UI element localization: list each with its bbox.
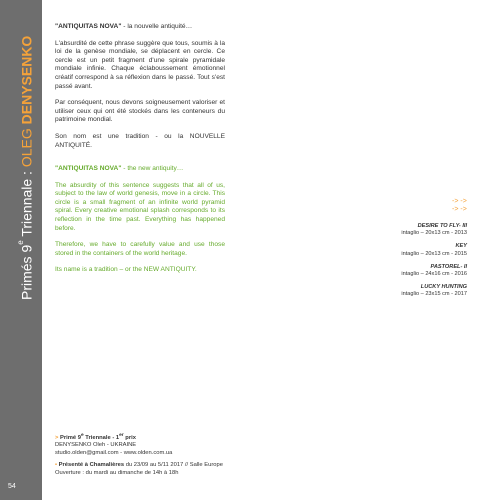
french-paragraph-2: Par conséquent, nous devons soigneusement valoriser et utiliser ceux qui ont été stockés dans les conteneurs du patrimoine mondial. bbox=[55, 99, 225, 124]
artist-line: DENYSENKO Oleh - UKRAINE bbox=[55, 442, 137, 449]
hours-line: Ouverture : du mardi au dimanche de 14h à 18h bbox=[55, 469, 179, 476]
footer-info bbox=[55, 432, 223, 477]
french-title-rest: - la nouvelle antiquité… bbox=[121, 23, 193, 30]
artist-first-name: OLEG bbox=[18, 124, 35, 168]
artwork-details: intaglio – 20x13 cm - 2013 bbox=[401, 230, 467, 237]
arrow-icon: -> -> bbox=[452, 198, 467, 205]
artwork-item bbox=[317, 243, 467, 257]
prize-line bbox=[55, 432, 223, 442]
prize-sup-2: er bbox=[119, 433, 124, 438]
prize-end: prix bbox=[123, 434, 136, 441]
artwork-details: intaglio – 24x16 cm - 2016 bbox=[401, 271, 467, 278]
english-title-rest: - the new antiquity… bbox=[121, 165, 184, 172]
english-title: "ANTIQUITAS NOVA" bbox=[55, 165, 122, 172]
french-title: "ANTIQUITAS NOVA" bbox=[55, 23, 122, 30]
english-paragraph-3: Its name is a tradition – or the NEW ANTIQUITY. bbox=[55, 266, 197, 274]
bullet-icon: • bbox=[55, 462, 58, 469]
show-rest: du 23/09 au 5/11 2017 // Salle Europe bbox=[124, 462, 223, 469]
artwork-title: PASTOREL- II bbox=[430, 263, 467, 270]
artwork-item bbox=[317, 284, 467, 298]
french-title-line bbox=[55, 23, 225, 32]
arrow-icons bbox=[452, 198, 467, 214]
prize-label-text: Primé 9 bbox=[60, 434, 81, 441]
artwork-title: LUCKY HUNTING bbox=[420, 284, 467, 291]
artwork-list bbox=[317, 223, 467, 305]
artwork-details: intaglio – 20x13 cm - 2015 bbox=[401, 250, 467, 257]
artist-last-name: DENYSENKO bbox=[18, 35, 35, 125]
french-paragraph-3: Son nom est une tradition - ou la NOUVELLE ANTIQUITÉ. bbox=[55, 132, 225, 149]
show-label: Présenté à Chamalières bbox=[58, 462, 125, 469]
prize-sup: e bbox=[80, 433, 84, 438]
vertical-sup: e bbox=[16, 240, 25, 245]
arrow-icon: -> -> bbox=[452, 206, 467, 213]
english-paragraph-2: Therefore, we have to carefully value and use those stored in the containers of the world heritage. bbox=[55, 241, 225, 257]
vertical-title bbox=[6, 20, 36, 300]
contact-line: studio.olden@gmail.com - www.olden.com.ua bbox=[55, 449, 173, 456]
sidebar bbox=[0, 0, 42, 500]
english-text bbox=[55, 165, 225, 283]
english-paragraph-1: The absurdity of this sentence suggests that all of us, subject to the law of world genesis, move in a circle. This circle is a small fragment of an infinite world pyramid spiral. Every creative emotional splash corresponds to its reflection in the time past. Everything has happened before. bbox=[55, 181, 225, 232]
artwork-item bbox=[317, 223, 467, 237]
prize-rest: Triennale - 1 bbox=[83, 434, 120, 441]
french-text bbox=[55, 23, 225, 158]
french-paragraph-1: L'absurdité de cette phrase suggère que tous, soumis à la loi de la genèse mondiale, se déplacent en cercle. Ce cercle est un petit fragment d'une spirale pyramidale mondiale infinie. Chaque éclaboussement émotionnel créatif correspond à sa réflexion dans le passé. Tout s'est passé avant. bbox=[55, 39, 225, 90]
page-number: 54 bbox=[8, 483, 16, 490]
show-line bbox=[55, 462, 223, 469]
artwork-title: KEY bbox=[455, 243, 467, 250]
vertical-prefix: Primés 9 bbox=[18, 244, 35, 300]
artwork-details: intaglio – 23x15 cm - 2017 bbox=[401, 291, 467, 298]
artwork-title: DESIRE TO FLY- III bbox=[417, 223, 467, 229]
vertical-triennale: Triennale : bbox=[18, 167, 35, 241]
prize-label bbox=[60, 435, 136, 441]
chevron-right-icon: > bbox=[55, 434, 59, 441]
english-title-line bbox=[55, 165, 225, 174]
artwork-item bbox=[317, 264, 467, 278]
